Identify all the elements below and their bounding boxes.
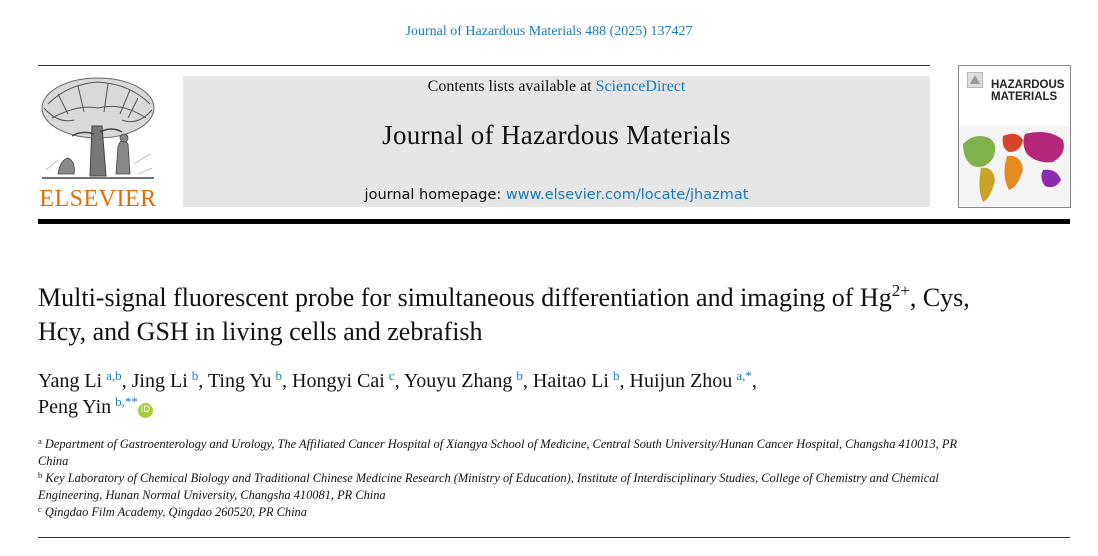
- affiliation-mark: b: [38, 470, 43, 480]
- author[interactable]: [404, 370, 523, 392]
- homepage-line: [183, 187, 930, 203]
- author-name: Yang Li: [38, 370, 103, 392]
- author-affiliation-mark[interactable]: a,b: [106, 368, 122, 383]
- cover-publisher-icon: [967, 72, 983, 88]
- affiliation: [38, 436, 958, 470]
- contents-prefix: Contents lists available at: [427, 78, 596, 95]
- homepage-link[interactable]: www.elsevier.com/locate/jhazmat: [505, 187, 749, 203]
- cover-title-line2: MATERIALS: [991, 90, 1058, 103]
- publisher-wordmark: ELSEVIER: [39, 186, 157, 212]
- journal-title: Journal of Hazardous Materials: [382, 120, 731, 150]
- author-affiliation-mark[interactable]: b: [275, 368, 282, 383]
- author-name: Peng Yin: [38, 396, 112, 418]
- author-separator: ,: [198, 370, 208, 392]
- author[interactable]: [208, 370, 282, 392]
- author-separator: ,: [522, 370, 533, 392]
- author-affiliation-mark[interactable]: b: [613, 368, 620, 383]
- author-separator: ,: [619, 370, 630, 392]
- author[interactable]: [292, 370, 395, 392]
- author-name: Youyu Zhang: [403, 370, 513, 392]
- title-part-2: , Cys, Hcy, and GSH in living cells and zebrafish: [38, 283, 970, 346]
- header-thick-rule: [38, 219, 1070, 224]
- author-name: Huijun Zhou: [629, 370, 733, 392]
- cover-title-line1: HAZARDOUS: [991, 79, 1065, 91]
- author[interactable]: [38, 396, 153, 418]
- contents-line: [183, 78, 930, 96]
- author-name: Jing Li: [131, 370, 188, 392]
- affiliation-mark: c: [38, 504, 42, 514]
- author-affiliation-mark[interactable]: b,**: [115, 394, 138, 409]
- section-rule: [38, 537, 1070, 538]
- author[interactable]: [38, 370, 122, 392]
- journal-cover-thumbnail[interactable]: [958, 65, 1071, 208]
- author[interactable]: [132, 370, 199, 392]
- title-superscript: 2+: [891, 281, 910, 300]
- author-affiliation-mark[interactable]: c: [388, 368, 395, 383]
- cover-world-map-icon: [959, 126, 1070, 207]
- affiliation: [38, 504, 958, 521]
- author-affiliation-mark[interactable]: b: [516, 368, 523, 383]
- affiliation-text: Qingdao Film Academy, Qingdao 260520, PR China: [44, 505, 307, 519]
- elsevier-tree-icon: [38, 74, 158, 184]
- author-affiliation-mark[interactable]: b: [191, 368, 199, 383]
- title-part-1: Multi-signal fluorescent probe for simultaneous differentiation and imaging of Hg: [38, 283, 892, 312]
- author-separator: ,: [394, 370, 404, 392]
- orcid-icon[interactable]: iD: [138, 403, 153, 418]
- sciencedirect-link[interactable]: ScienceDirect: [595, 78, 686, 95]
- journal-banner: [183, 76, 930, 207]
- affiliation-text: Key Laboratory of Chemical Biology and Traditional Chinese Medicine Research (Ministry of Education), Institute of Interdisciplinary Studies, College of Chemistry and Chemical Engineering, Hunan Normal University, Changsha 410081, PR China: [38, 471, 939, 502]
- affiliation-text: Department of Gastroenterology and Urology, The Affiliated Cancer Hospital of Xiangya School of Medicine, Central South University/Hunan Cancer Hospital, Changsha 410013, PR China: [38, 437, 958, 468]
- author-name: Haitao Li: [532, 370, 609, 392]
- elsevier-logo[interactable]: [38, 74, 158, 210]
- article-title: [38, 281, 978, 349]
- author-affiliation-mark[interactable]: a,*: [736, 368, 752, 383]
- affiliations: [38, 436, 958, 521]
- author-separator: ,: [282, 370, 292, 392]
- author[interactable]: [630, 370, 752, 392]
- author-name: Hongyi Cai: [292, 370, 385, 392]
- cover-title: [991, 80, 1067, 103]
- author-separator: ,: [121, 370, 132, 392]
- author[interactable]: [533, 370, 620, 392]
- affiliation: [38, 470, 958, 504]
- journal-citation[interactable]: Journal of Hazardous Materials 488 (2025) 137427: [405, 24, 693, 39]
- homepage-prefix: journal homepage:: [364, 187, 506, 203]
- affiliation-mark: a: [38, 436, 42, 446]
- header-rule: [38, 65, 930, 66]
- author-separator: ,: [751, 370, 757, 392]
- author-list: [38, 368, 938, 420]
- author-name: Ting Yu: [207, 370, 272, 392]
